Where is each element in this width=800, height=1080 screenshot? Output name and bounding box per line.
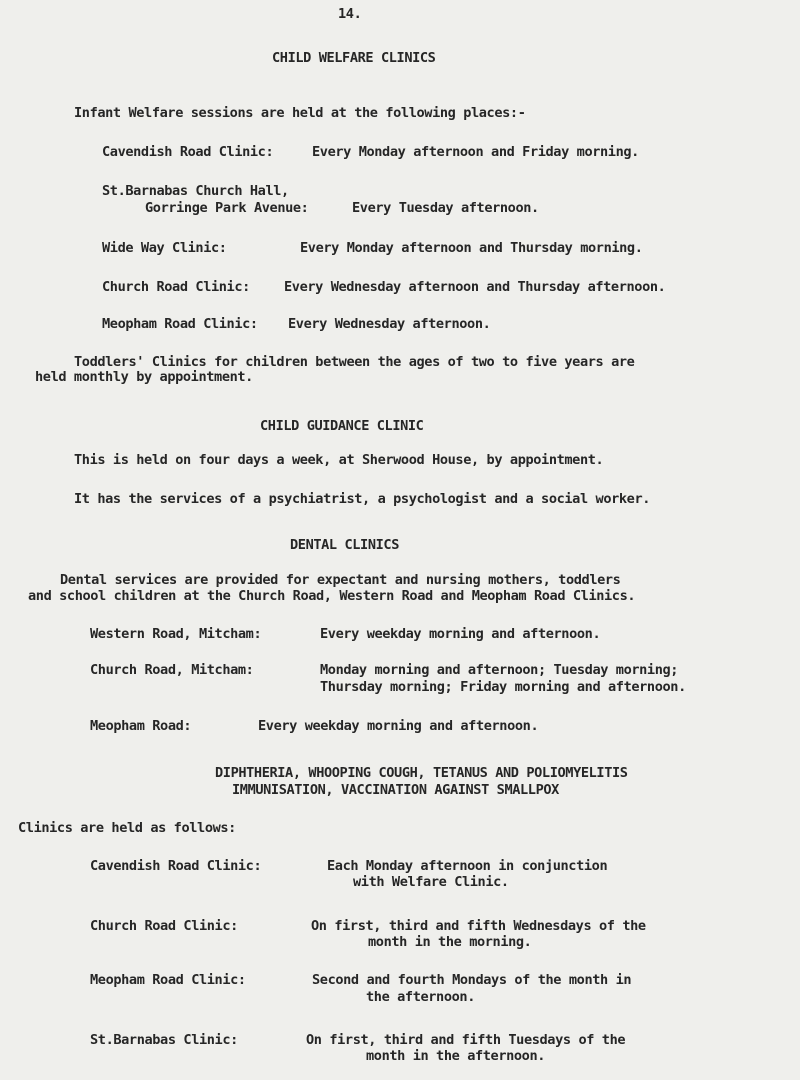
imm-cavendish-hours-line1: Each Monday afternoon in conjunction (327, 858, 608, 874)
immunisation-intro: Clinics are held as follows: (18, 820, 236, 836)
dental-western-label: Western Road, Mitcham: (90, 626, 262, 642)
dental-western-hours: Every weekday morning and afternoon. (320, 626, 601, 642)
wideway-label: Wide Way Clinic: (102, 240, 227, 256)
stbarnabas-label-line2: Gorringe Park Avenue: (145, 200, 309, 216)
child-guidance-line1: This is held on four days a week, at Sherwood House, by appointment. (74, 452, 604, 468)
stbarnabas-label-line1: St.Barnabas Church Hall, (102, 183, 289, 199)
toddlers-line2: held monthly by appointment. (35, 369, 253, 385)
section-heading-dental: DENTAL CLINICS (290, 537, 399, 553)
churchroad-label: Church Road Clinic: (102, 279, 250, 295)
dental-church-hours-line2: Thursday morning; Friday morning and afternoon. (320, 679, 686, 695)
wideway-hours: Every Monday afternoon and Thursday morning. (300, 240, 643, 256)
imm-stbarnabas-hours-line1: On first, third and fifth Tuesdays of the (306, 1032, 626, 1048)
dental-meopham-label: Meopham Road: (90, 718, 192, 734)
section-heading-immunisation-line2: IMMUNISATION, VACCINATION AGAINST SMALLPOX (232, 782, 559, 798)
stbarnabas-hours: Every Tuesday afternoon. (352, 200, 539, 216)
toddlers-line1: Toddlers' Clinics for children between the ages of two to five years are (74, 354, 635, 370)
dental-church-hours-line1: Monday morning and afternoon; Tuesday morning; (320, 662, 679, 678)
dental-intro-line2: and school children at the Church Road, Western Road and Meopham Road Clinics. (28, 588, 636, 604)
imm-cavendish-hours-line2: with Welfare Clinic. (353, 874, 509, 890)
cavendish-hours: Every Monday afternoon and Friday morning. (312, 144, 639, 160)
imm-stbarnabas-label: St.Barnabas Clinic: (90, 1032, 238, 1048)
section-heading-immunisation-line1: DIPHTHERIA, WHOOPING COUGH, TETANUS AND POLIOMYELITIS (215, 765, 628, 781)
child-welfare-intro: Infant Welfare sessions are held at the following places:- (74, 105, 526, 121)
meopham-label: Meopham Road Clinic: (102, 316, 258, 332)
imm-meopham-label: Meopham Road Clinic: (90, 972, 246, 988)
imm-church-hours-line1: On first, third and fifth Wednesdays of the (311, 918, 646, 934)
meopham-hours: Every Wednesday afternoon. (288, 316, 491, 332)
imm-church-label: Church Road Clinic: (90, 918, 238, 934)
child-guidance-line2: It has the services of a psychiatrist, a psychologist and a social worker. (74, 491, 651, 507)
dental-church-label: Church Road, Mitcham: (90, 662, 254, 678)
imm-stbarnabas-hours-line2: month in the afternoon. (366, 1048, 546, 1064)
churchroad-hours: Every Wednesday afternoon and Thursday afternoon. (284, 279, 666, 295)
dental-meopham-hours: Every weekday morning and afternoon. (258, 718, 539, 734)
imm-meopham-hours-line2: the afternoon. (366, 989, 475, 1005)
imm-church-hours-line2: month in the morning. (368, 934, 532, 950)
section-heading-child-guidance: CHILD GUIDANCE CLINIC (260, 418, 424, 434)
section-heading-child-welfare: CHILD WELFARE CLINICS (272, 50, 436, 66)
imm-cavendish-label: Cavendish Road Clinic: (90, 858, 262, 874)
cavendish-label: Cavendish Road Clinic: (102, 144, 274, 160)
imm-meopham-hours-line1: Second and fourth Mondays of the month in (312, 972, 632, 988)
page-number: 14. (338, 6, 362, 22)
dental-intro-line1: Dental services are provided for expectant and nursing mothers, toddlers (60, 572, 621, 588)
